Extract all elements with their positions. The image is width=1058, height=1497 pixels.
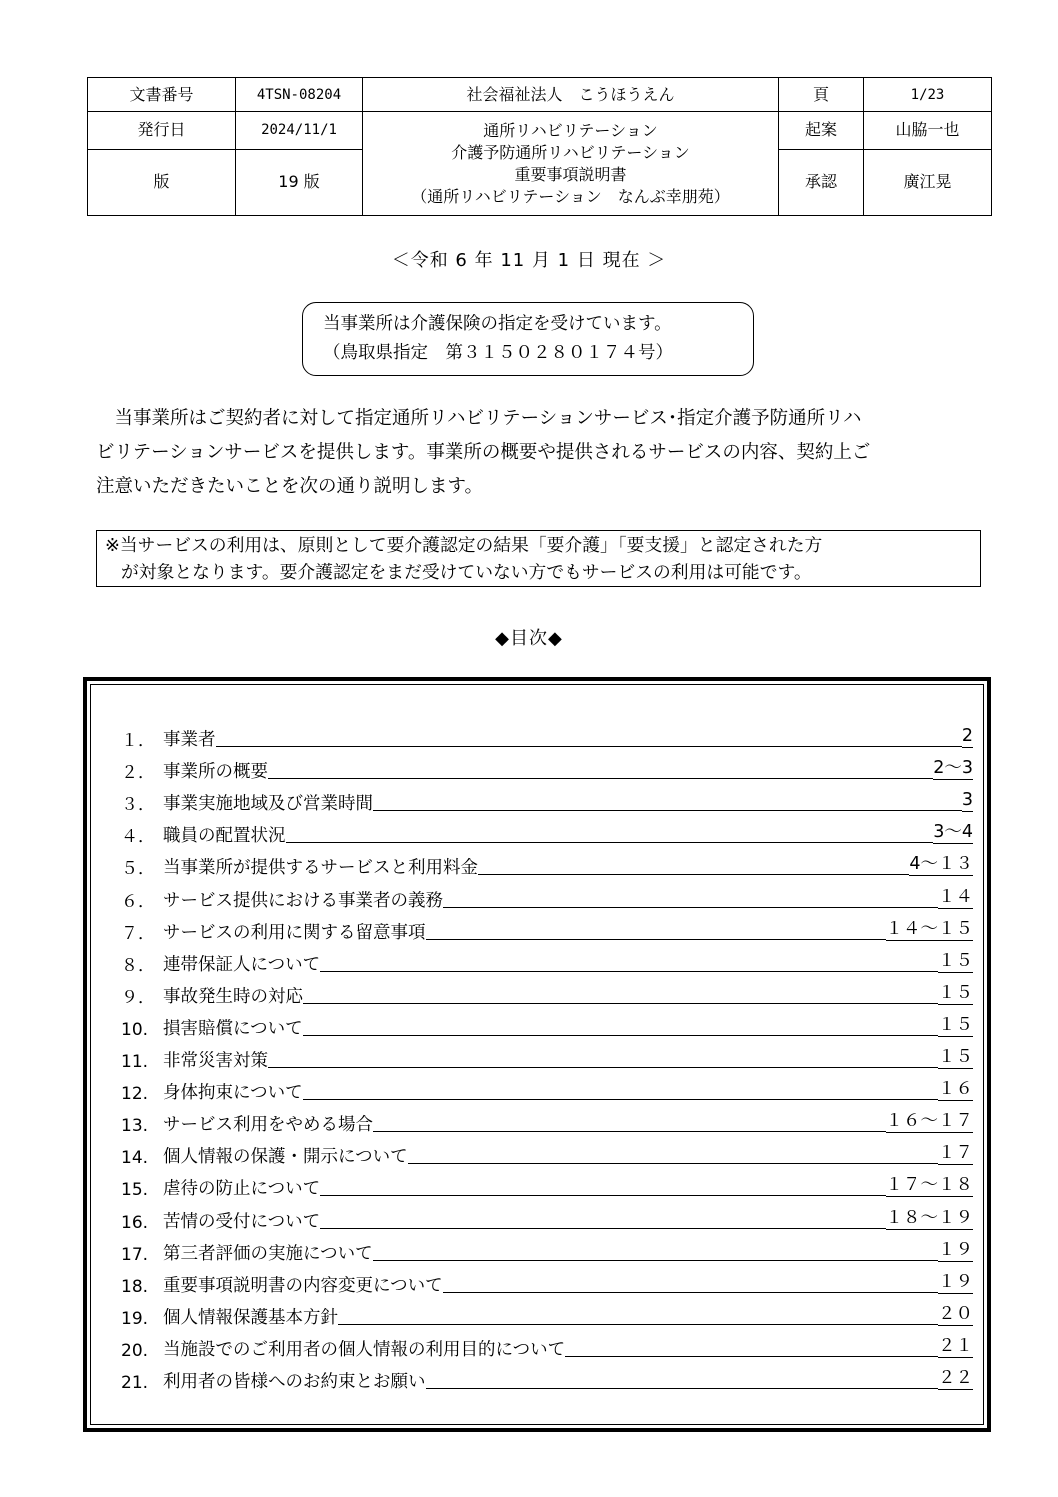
toc-title: 連帯保証人について <box>163 954 321 975</box>
toc-number: 18. <box>121 1276 149 1297</box>
toc-leader-line <box>286 841 934 843</box>
toc-leader-line <box>320 970 938 972</box>
toc-number: ４． <box>121 827 155 848</box>
toc-number: 16. <box>121 1212 149 1233</box>
toc-title: 個人情報保護基本方針 <box>163 1307 338 1328</box>
toc-row <box>121 1233 973 1265</box>
title-line: 通所リハビリテーション <box>483 120 658 140</box>
toc-row <box>121 815 973 847</box>
toc-number: ３． <box>121 795 155 816</box>
toc-number: ６． <box>121 891 155 912</box>
intro-paragraph <box>96 402 986 504</box>
issue-date-value: 2024/11/1 <box>236 112 363 149</box>
toc-page: １４ <box>938 886 973 907</box>
toc-title: 事業所の概要 <box>163 762 268 783</box>
toc-leader-line <box>373 1130 886 1132</box>
designation-line: 当事業所は介護保険の指定を受けています。 <box>323 314 672 334</box>
toc-page: ２０ <box>938 1303 973 1324</box>
toc-number: 15. <box>121 1180 149 1201</box>
toc-row <box>121 879 973 911</box>
toc-page: 4～１３ <box>909 854 973 875</box>
toc-title: サービス利用をやめる場合 <box>163 1115 373 1136</box>
document-header-table <box>87 77 992 216</box>
toc-page: １９ <box>938 1239 973 1260</box>
toc-heading: ◆目次◆ <box>495 628 563 649</box>
toc-leader-line <box>268 777 933 779</box>
toc-row <box>121 944 973 976</box>
toc-title: 当事業所が提供するサービスと利用料金 <box>163 858 478 879</box>
intro-line: ビリテーションサービスを提供します。事業所の概要や提供されるサービスの内容、契約上ご <box>96 442 871 463</box>
eligibility-notice <box>96 530 981 587</box>
toc-row <box>121 751 973 783</box>
toc-list <box>121 719 973 1393</box>
toc-leader-line <box>426 1387 939 1389</box>
document-title <box>363 112 779 216</box>
toc-leader-line <box>373 1259 938 1261</box>
toc-page: １６ <box>938 1079 973 1100</box>
toc-leader-line <box>373 809 962 811</box>
toc-row <box>121 1265 973 1297</box>
toc-page: １５ <box>938 1014 973 1035</box>
toc-title: 苦情の受付について <box>163 1211 321 1232</box>
toc-title: 事故発生時の対応 <box>163 986 303 1007</box>
toc-page: １６～１７ <box>885 1111 973 1132</box>
toc-row <box>121 912 973 944</box>
toc-leader-line <box>426 938 886 940</box>
toc-title: 虐待の防止について <box>163 1179 321 1200</box>
toc-title: 職員の配置状況 <box>163 826 286 847</box>
toc-row <box>121 1329 973 1361</box>
toc-page: ２２ <box>938 1367 973 1388</box>
draft-by: 山脇一也 <box>864 112 992 149</box>
as-of-date: ＜令和 6 年 11 月 1 日 現在 ＞ <box>391 250 667 271</box>
toc-title: 当施設でのご利用者の個人情報の利用目的について <box>163 1339 566 1360</box>
toc-page: １９ <box>938 1271 973 1292</box>
title-line: （通所リハビリテーション なんぶ幸朋苑） <box>411 186 730 206</box>
designation-box <box>302 302 754 376</box>
toc-row <box>121 1297 973 1329</box>
approve-by: 廣江晃 <box>864 149 992 216</box>
toc-title: 損害賠償について <box>163 1018 303 1039</box>
toc-title: 事業者 <box>163 730 216 751</box>
toc-row <box>121 1361 973 1393</box>
toc-leader-line <box>303 1034 938 1036</box>
toc-number: ８． <box>121 955 155 976</box>
toc-leader-line <box>320 1227 885 1229</box>
toc-number: 19. <box>121 1308 149 1329</box>
toc-number: １． <box>121 731 155 752</box>
issue-date-label: 発行日 <box>88 112 236 149</box>
toc-leader-line <box>338 1323 938 1325</box>
toc-row <box>121 976 973 1008</box>
toc-page: ２１ <box>938 1335 973 1356</box>
toc-row <box>121 719 973 751</box>
toc-number: 20. <box>121 1340 149 1361</box>
toc-page: １５ <box>938 982 973 1003</box>
toc-title: 利用者の皆様へのお約束とお願い <box>163 1371 426 1392</box>
toc-title: 事業実施地域及び営業時間 <box>163 794 373 815</box>
toc-page: １４～１５ <box>885 918 973 939</box>
toc-row <box>121 847 973 879</box>
toc-page: １５ <box>938 950 973 971</box>
toc-title: 第三者評価の実施について <box>163 1243 373 1264</box>
toc-number: 17. <box>121 1244 149 1265</box>
toc-row <box>121 1072 973 1104</box>
approve-label: 承認 <box>779 149 864 216</box>
toc-title: サービス提供における事業者の義務 <box>163 890 443 911</box>
toc-title: 非常災害対策 <box>163 1051 268 1072</box>
organization-name: 社会福祉法人 こうほうえん <box>363 78 779 112</box>
draft-label: 起案 <box>779 112 864 149</box>
toc-row <box>121 1008 973 1040</box>
toc-leader-line <box>320 1194 885 1196</box>
toc-leader-line <box>216 745 962 747</box>
version-label: 版 <box>88 149 236 216</box>
table-of-contents <box>83 677 991 1432</box>
toc-title: 身体拘束について <box>163 1083 303 1104</box>
version-value: 19 版 <box>236 149 363 216</box>
toc-page: １７ <box>938 1143 973 1164</box>
toc-title: 重要事項説明書の内容変更について <box>163 1275 443 1296</box>
toc-number: ７． <box>121 923 155 944</box>
toc-page: １７～１８ <box>885 1175 973 1196</box>
toc-leader-line <box>443 1291 938 1293</box>
toc-page: 3～4 <box>933 822 973 843</box>
toc-leader-line <box>303 1098 938 1100</box>
toc-title: サービスの利用に関する留意事項 <box>163 922 426 943</box>
toc-row <box>121 1040 973 1072</box>
intro-line: 注意いただきたいことを次の通り説明します。 <box>96 476 484 497</box>
doc-no-label: 文書番号 <box>88 78 236 112</box>
page-label: 頁 <box>779 78 864 112</box>
toc-leader-line <box>565 1355 938 1357</box>
page-value: 1/23 <box>864 78 992 112</box>
toc-row <box>121 783 973 815</box>
toc-number: 21. <box>121 1372 149 1393</box>
notice-line: が対象となります。要介護認定をまだ受けていない方でもサービスの利用は可能です。 <box>121 562 812 583</box>
toc-number: ２． <box>121 763 155 784</box>
toc-row <box>121 1168 973 1200</box>
toc-leader-line <box>478 873 909 875</box>
toc-leader-line <box>408 1162 938 1164</box>
toc-number: 11. <box>121 1052 149 1073</box>
toc-page: 3 <box>961 790 973 811</box>
doc-no-value: 4TSN-08204 <box>236 78 363 112</box>
toc-number: 13. <box>121 1116 149 1137</box>
title-line: 介護予防通所リハビリテーション <box>451 142 690 162</box>
toc-number: 12. <box>121 1084 149 1105</box>
toc-page: １５ <box>938 1047 973 1068</box>
title-line: 重要事項説明書 <box>514 164 627 184</box>
toc-leader-line <box>268 1066 938 1068</box>
toc-leader-line <box>443 906 938 908</box>
toc-page: 2 <box>961 726 973 747</box>
toc-row <box>121 1136 973 1168</box>
notice-line: ※当サービスの利用は、原則として要介護認定の結果「要介護」「要支援」と認定された方 <box>105 535 823 556</box>
toc-row <box>121 1104 973 1136</box>
toc-number: ５． <box>121 859 155 880</box>
intro-line: 当事業所はご契約者に対して指定通所リハビリテーションサービス･指定介護予防通所リハ <box>96 408 862 429</box>
toc-page: 2～3 <box>933 758 973 779</box>
toc-number: 10. <box>121 1019 149 1040</box>
toc-title: 個人情報の保護・開示について <box>163 1147 408 1168</box>
toc-row <box>121 1200 973 1232</box>
toc-number: 14. <box>121 1148 149 1169</box>
toc-page: １８～１９ <box>885 1207 973 1228</box>
toc-number: ９． <box>121 987 155 1008</box>
designation-line: （鳥取県指定 第３１５０２８０１７４号） <box>323 343 673 363</box>
toc-leader-line <box>303 1002 938 1004</box>
